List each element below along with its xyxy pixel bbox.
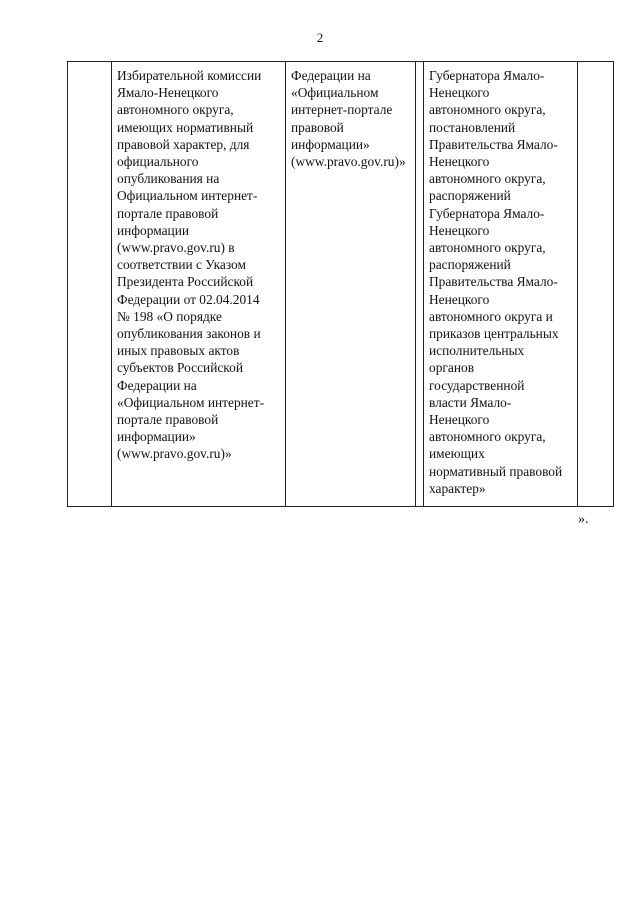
table-cell-empty-left	[68, 62, 112, 507]
table-cell-acts-list: Губернатора Ямало- Ненецкого автономного округа, постановлений Правительства Ямало- Ненецкого автономного округа, распоряжений Губернатора Ямало- Ненецкого автономного округа, распоряжений Правительства Ямало- Ненецкого автономного округа и приказов центральных исполнительных органов государственной власти Ямало- Ненецкого автономного округа, имеющих нормативный правовой характер»	[424, 62, 578, 507]
closing-quote-mark: ».	[578, 512, 589, 527]
table-cell-publication-basis: Избирательной комиссии Ямало-Ненецкого автономного округа, имеющих нормативный правовой характер, для официального опубликования на Официальном интернет- портале правовой информации (www.pravo.gov.ru) в соответствии с Указом Президента Российской Федерации от 02.04.2014 № 198 «О порядке опубликования законов и иных правовых актов субъектов Российской Федерации на «Официальном интернет- портале правовой информации» (www.pravo.gov.ru)»	[112, 62, 286, 507]
table-cell-empty-narrow	[416, 62, 424, 507]
table-cell-empty-right	[578, 62, 614, 507]
table-cell-portal-reference: Федерации на «Официальном интернет-портале правовой информации» (www.pravo.gov.ru)»	[286, 62, 416, 507]
page-number: 2	[316, 30, 324, 45]
document-table	[67, 61, 614, 507]
table-row	[68, 62, 614, 507]
